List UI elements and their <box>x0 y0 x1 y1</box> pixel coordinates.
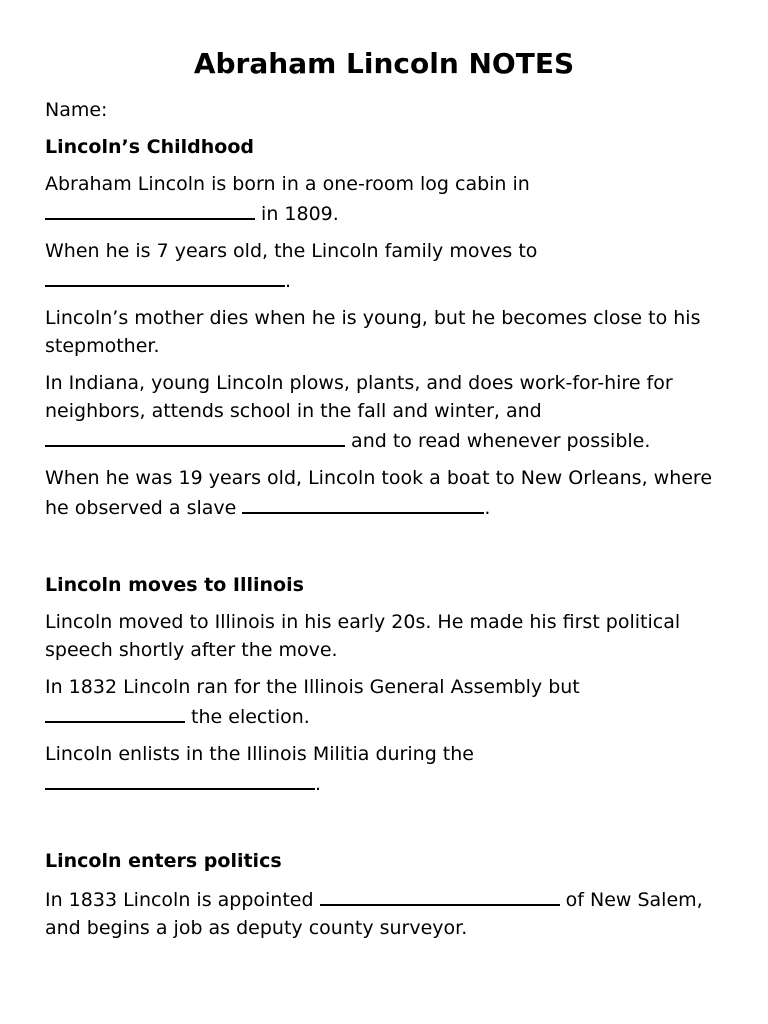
note-text: . <box>315 773 322 795</box>
note-item <box>45 884 735 942</box>
note-text: When he is 7 years old, the Lincoln family moves to <box>45 240 538 262</box>
fill-in-blank[interactable] <box>45 425 345 447</box>
note-text: in 1809. <box>261 203 339 225</box>
note-text: . <box>484 497 491 519</box>
section-heading-politics: Lincoln enters politics <box>45 850 282 872</box>
note-text: In 1832 Lincoln ran for the Illinois General Assembly but <box>45 676 580 698</box>
section-heading-illinois: Lincoln moves to Illinois <box>45 574 304 596</box>
note-text: Lincoln moved to Illinois in his early 20s. He made his first political speech shortly after the move. <box>45 611 681 661</box>
fill-in-blank[interactable] <box>45 198 255 220</box>
note-item <box>45 464 735 522</box>
note-text: Lincoln’s mother dies when he is young, but he becomes close to his stepmother. <box>45 307 701 357</box>
note-text: of New Salem, and begins a job as deputy county surveyor. <box>45 889 703 939</box>
note-item <box>45 170 735 228</box>
note-item <box>45 369 735 455</box>
name-label: Name: <box>45 99 108 121</box>
page-title: Abraham Lincoln NOTES <box>193 47 575 80</box>
section-spacer <box>45 807 735 847</box>
section-heading-childhood: Lincoln’s Childhood <box>45 136 254 158</box>
note-text: . <box>285 270 292 292</box>
note-text: and to read whenever possible. <box>351 430 651 452</box>
note-item <box>45 608 735 664</box>
note-text: When he was 19 years old, Lincoln took a boat to New Orleans, where he observed a slave <box>45 467 713 519</box>
note-item <box>45 673 735 731</box>
fill-in-blank[interactable] <box>242 492 484 514</box>
note-text: Abraham Lincoln is born in a one-room log cabin in <box>45 173 530 195</box>
fill-in-blank[interactable] <box>45 701 185 723</box>
note-text: the election. <box>191 706 310 728</box>
note-item <box>45 740 735 798</box>
note-text: In Indiana, young Lincoln plows, plants, and does work-for-hire for neighbors, attends school in the fall and winter, and <box>45 372 673 422</box>
worksheet-page <box>45 44 735 951</box>
note-text: Lincoln enlists in the Illinois Militia during the <box>45 743 474 765</box>
fill-in-blank[interactable] <box>45 768 315 790</box>
fill-in-blank[interactable] <box>320 884 560 906</box>
fill-in-blank[interactable] <box>45 265 285 287</box>
note-text: In 1833 Lincoln is appointed <box>45 889 314 911</box>
note-item <box>45 304 735 360</box>
section-spacer <box>45 531 735 571</box>
note-item <box>45 237 735 295</box>
